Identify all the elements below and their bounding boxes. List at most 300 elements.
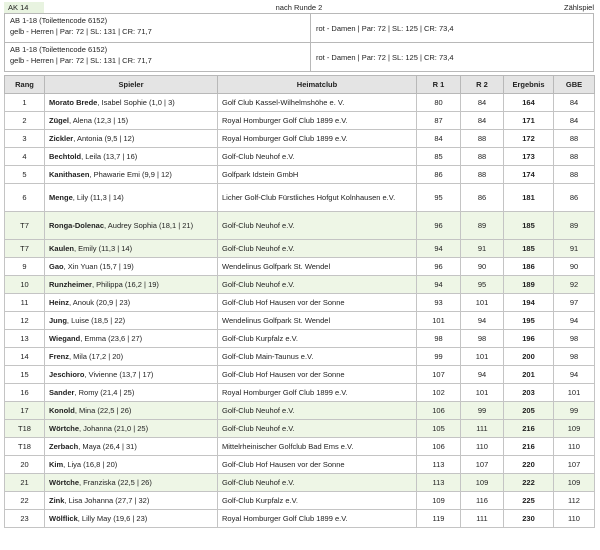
r2-cell (461, 366, 504, 384)
player-cell (45, 456, 218, 474)
player-cell (45, 330, 218, 348)
ergebnis-cell-text: 189 (522, 280, 535, 289)
r1-cell-text: 86 (434, 170, 443, 179)
ergebnis-cell-text: 171 (522, 116, 535, 125)
gbe-cell-text: 94 (569, 370, 579, 379)
club-cell (218, 212, 417, 240)
table-row[interactable] (5, 330, 595, 348)
gbe-cell (554, 166, 595, 184)
ergebnis-cell (504, 130, 554, 148)
gbe-cell-text: 98 (569, 352, 579, 361)
player-lastname: Konold (49, 406, 75, 415)
player-cell (45, 366, 218, 384)
ergebnis-cell-text: 222 (522, 478, 535, 487)
tee-detail: gelb - Herren | Par: 72 | SL: 131 | CR: 71,7 (10, 56, 152, 65)
gbe-cell (554, 294, 595, 312)
r1-cell (417, 438, 461, 456)
club-cell-text: Royal Homburger Golf Club 1899 e.V. (222, 514, 348, 523)
player-details: , Antonia (9,5 | 12) (73, 134, 135, 143)
col-ergebnis[interactable]: Ergebnis (504, 76, 554, 94)
player-details: , Emily (11,3 | 14) (74, 244, 133, 253)
r2-cell (461, 294, 504, 312)
rang-cell-text: T18 (18, 424, 31, 433)
ergebnis-cell (504, 438, 554, 456)
r2-cell-text: 84 (477, 116, 487, 125)
rang-cell (5, 312, 45, 330)
club-cell (218, 294, 417, 312)
rang-cell-text: 1 (22, 98, 27, 107)
r1-cell (417, 420, 461, 438)
ergebnis-cell-text: 173 (522, 152, 535, 161)
ergebnis-cell (504, 348, 554, 366)
r1-cell-text: 80 (434, 98, 443, 107)
club-cell-text: Royal Homburger Golf Club 1899 e.V. (222, 134, 348, 143)
r2-cell-text: 101 (475, 388, 489, 397)
r1-cell-text: 96 (434, 262, 443, 271)
gbe-cell-text: 88 (569, 134, 579, 143)
r1-cell (417, 240, 461, 258)
tee-info-right: rot - Damen | Par: 72 | SL: 125 | CR: 73,4 (311, 14, 594, 43)
club-cell (218, 148, 417, 166)
rang-cell (5, 348, 45, 366)
club-cell-text: Golf Club Kassel-Wilhelmshöhe e. V. (222, 98, 345, 107)
r1-cell (417, 276, 461, 294)
r1-cell (417, 492, 461, 510)
rang-cell-text: T7 (20, 221, 29, 230)
gbe-cell-text: 90 (569, 262, 579, 271)
r1-cell (417, 348, 461, 366)
club-cell-text: Licher Golf-Club Fürstliches Hofgut Kolnhausen e.V. (222, 193, 396, 202)
r2-cell-text: 95 (477, 280, 487, 289)
ergebnis-cell (504, 240, 554, 258)
r2-cell-text: 116 (476, 496, 488, 505)
rang-cell-text: 22 (20, 496, 29, 505)
player-details: , Lisa Johanna (27,7 | 32) (64, 496, 150, 505)
rang-cell (5, 212, 45, 240)
table-row[interactable] (5, 366, 595, 384)
r1-cell-text: 106 (432, 406, 445, 415)
player-lastname: Runzheimer (49, 280, 92, 289)
rang-cell-text: 16 (20, 388, 29, 397)
player-cell (45, 420, 218, 438)
player-lastname: Heinz (49, 298, 70, 307)
club-cell-text: Golf-Club Hof Hausen vor der Sonne (222, 460, 345, 469)
r2-cell-text: 88 (477, 134, 487, 143)
tee-title: AB 1-18 (Toilettencode 6152) (10, 16, 108, 25)
table-row[interactable] (5, 384, 595, 402)
table-row[interactable] (5, 184, 595, 212)
r1-cell-text: 95 (434, 193, 443, 202)
gbe-cell-text: 94 (569, 316, 579, 325)
r2-cell (461, 184, 504, 212)
gbe-cell (554, 456, 595, 474)
club-cell (218, 276, 417, 294)
ergebnis-cell (504, 402, 554, 420)
club-cell (218, 166, 417, 184)
round-label: nach Runde 2 (275, 3, 323, 12)
r2-cell-text: 101 (475, 298, 489, 307)
table-row[interactable] (5, 294, 595, 312)
gbe-cell-text: 91 (569, 244, 579, 253)
r1-cell-text: 87 (434, 116, 443, 125)
table-row[interactable] (5, 492, 595, 510)
rang-cell (5, 240, 45, 258)
tee-detail: gelb - Herren | Par: 72 | SL: 131 | CR: 71,7 (10, 27, 152, 36)
r2-cell-text: 91 (477, 244, 487, 253)
r1-cell (417, 366, 461, 384)
table-row[interactable] (5, 402, 595, 420)
r2-cell (461, 240, 504, 258)
player-details: , Liya (16,8 | 20) (63, 460, 118, 469)
gbe-cell (554, 348, 595, 366)
ergebnis-cell-text: 216 (522, 424, 535, 433)
player-cell (45, 94, 218, 112)
r1-cell (417, 148, 461, 166)
r1-cell-text: 119 (432, 514, 445, 523)
r2-cell (461, 456, 504, 474)
rang-cell-text: 5 (22, 170, 27, 179)
r1-cell-text: 93 (434, 298, 443, 307)
player-details: , Romy (21,4 | 25) (74, 388, 135, 397)
rang-cell-text: 17 (20, 406, 29, 415)
gbe-cell (554, 438, 595, 456)
player-cell (45, 402, 218, 420)
rang-cell-text: 10 (20, 280, 29, 289)
r1-cell (417, 112, 461, 130)
club-cell-text: Golf-Club Kurpfalz e.V. (222, 334, 299, 343)
r2-cell (461, 384, 504, 402)
player-details: , Leila (13,7 | 16) (81, 152, 138, 161)
rang-cell (5, 492, 45, 510)
r1-cell-text: 107 (432, 370, 445, 379)
gbe-cell-text: 101 (567, 388, 581, 397)
ergebnis-cell (504, 420, 554, 438)
club-cell (218, 312, 417, 330)
r2-cell (461, 492, 504, 510)
club-cell (218, 456, 417, 474)
ergebnis-cell (504, 184, 554, 212)
gbe-cell (554, 474, 595, 492)
player-details: , Xin Yuan (15,7 | 19) (63, 262, 134, 271)
table-row[interactable] (5, 94, 595, 112)
table-row[interactable] (5, 276, 595, 294)
table-row[interactable] (5, 474, 595, 492)
club-cell (218, 474, 417, 492)
r2-cell (461, 212, 504, 240)
table-row[interactable] (5, 258, 595, 276)
rang-cell (5, 402, 45, 420)
player-cell (45, 112, 218, 130)
col-gbe[interactable]: GBE (554, 76, 595, 94)
r2-cell-text: 111 (476, 514, 488, 523)
rang-cell (5, 456, 45, 474)
r2-cell (461, 510, 504, 528)
player-lastname: Jeschiorо (49, 370, 85, 379)
r1-cell-text: 99 (434, 352, 443, 361)
player-lastname: Ronga-Dolenac (49, 221, 105, 230)
tee-info-right: rot - Damen | Par: 72 | SL: 125 | CR: 73,4 (311, 43, 594, 72)
rang-cell-text: 20 (20, 460, 29, 469)
gbe-cell (554, 148, 595, 166)
rang-cell (5, 258, 45, 276)
gbe-cell-text: 88 (569, 152, 579, 161)
ergebnis-cell-text: 230 (522, 514, 535, 523)
r2-cell-text: 98 (477, 334, 487, 343)
club-cell-text: Golf-Club Neuhof e.V. (222, 280, 295, 289)
player-details: , Phawarie Emi (9,9 | 12) (89, 170, 172, 179)
tee-info-left (5, 14, 311, 43)
player-cell (45, 492, 218, 510)
r2-cell-text: 110 (476, 442, 488, 451)
ergebnis-cell-text: 205 (522, 406, 535, 415)
table-row[interactable] (5, 438, 595, 456)
gbe-cell (554, 240, 595, 258)
player-lastname: Bechtold (49, 152, 82, 161)
r1-cell-text: 113 (432, 478, 445, 487)
rang-cell (5, 276, 45, 294)
ergebnis-cell (504, 112, 554, 130)
gbe-cell-text: 110 (568, 442, 580, 451)
rang-cell (5, 148, 45, 166)
table-header-row (5, 76, 595, 94)
club-cell-text: Wendelinus Golfpark St. Wendel (222, 262, 331, 271)
player-lastname: Wiegand (49, 334, 81, 343)
gbe-cell-text: 86 (569, 193, 579, 202)
ergebnis-cell (504, 212, 554, 240)
ergebnis-cell (504, 384, 554, 402)
r2-cell-text: 101 (475, 352, 489, 361)
gbe-cell (554, 184, 595, 212)
club-cell-text: Golf-Club Hof Hausen vor der Sonne (222, 370, 345, 379)
col-r1[interactable]: R 1 (417, 76, 461, 94)
ergebnis-cell (504, 148, 554, 166)
player-lastname: Zügel (49, 116, 69, 125)
player-lastname: Kim (49, 460, 64, 469)
r2-cell (461, 276, 504, 294)
ergebnis-cell (504, 294, 554, 312)
table-row[interactable] (5, 148, 595, 166)
ergebnis-cell-text: 203 (522, 388, 535, 397)
ergebnis-cell (504, 456, 554, 474)
rang-cell (5, 366, 45, 384)
club-cell (218, 402, 417, 420)
club-cell-text: Golf-Club Neuhof e.V. (222, 152, 295, 161)
player-lastname: Wörtche (49, 424, 79, 433)
col-rang[interactable]: Rang (5, 76, 45, 94)
col-r2[interactable]: R 2 (461, 76, 504, 94)
club-cell-text: Golfpark Idstein GmbH (222, 170, 299, 179)
club-cell-text: Wendelinus Golfpark St. Wendel (222, 316, 331, 325)
ergebnis-cell (504, 312, 554, 330)
gbe-cell (554, 402, 595, 420)
r1-cell (417, 94, 461, 112)
ergebnis-cell (504, 492, 554, 510)
table-row[interactable] (5, 166, 595, 184)
club-cell (218, 420, 417, 438)
rang-cell-text: 13 (20, 334, 29, 343)
club-cell-text: Royal Homburger Golf Club 1899 e.V. (222, 116, 348, 125)
club-cell-text: Golf-Club Kurpfalz e.V. (222, 496, 299, 505)
r1-cell-text: 84 (434, 134, 443, 143)
player-details: , Franziska (22,5 | 26) (79, 478, 152, 487)
table-row[interactable] (5, 312, 595, 330)
table-row[interactable] (5, 240, 595, 258)
player-details: , Maya (26,4 | 31) (78, 442, 137, 451)
r2-cell-text: 89 (477, 221, 487, 230)
rang-cell-text: 2 (22, 116, 27, 125)
club-cell (218, 258, 417, 276)
gbe-cell-text: 109 (567, 424, 581, 433)
table-row[interactable] (5, 112, 595, 130)
r1-cell (417, 258, 461, 276)
player-cell (45, 348, 218, 366)
player-cell (45, 130, 218, 148)
r1-cell-text: 105 (432, 424, 445, 433)
ergebnis-cell-text: 195 (522, 316, 535, 325)
ergebnis-cell (504, 166, 554, 184)
club-cell (218, 348, 417, 366)
ergebnis-cell-text: 172 (522, 134, 535, 143)
rang-cell (5, 94, 45, 112)
col-spieler[interactable]: Spieler (45, 76, 218, 94)
r1-cell (417, 166, 461, 184)
gbe-cell (554, 510, 595, 528)
r1-cell-text: 94 (434, 280, 443, 289)
r2-cell (461, 474, 504, 492)
rang-cell-text: 9 (22, 262, 27, 271)
table-row[interactable] (5, 130, 595, 148)
club-cell (218, 240, 417, 258)
club-cell-text: Golf-Club Neuhof e.V. (222, 424, 295, 433)
r2-cell-text: 107 (475, 460, 489, 469)
player-lastname: Sander (49, 388, 75, 397)
r2-cell (461, 130, 504, 148)
rang-cell (5, 384, 45, 402)
club-cell (218, 330, 417, 348)
r1-cell (417, 510, 461, 528)
gbe-cell (554, 112, 595, 130)
rang-cell-text: 21 (20, 478, 29, 487)
table-row[interactable] (5, 212, 595, 240)
gbe-cell (554, 276, 595, 294)
r2-cell (461, 348, 504, 366)
club-cell-text: Golf-Club Main-Taunus e.V. (222, 352, 314, 361)
gbe-cell-text: 89 (569, 221, 579, 230)
player-details: , Audrey Sophia (18,1 | 21) (104, 221, 194, 230)
gbe-cell-text: 112 (568, 496, 580, 505)
ergebnis-cell-text: 185 (522, 221, 535, 230)
gbe-cell (554, 420, 595, 438)
table-row[interactable] (5, 456, 595, 474)
rang-cell (5, 294, 45, 312)
rang-cell (5, 510, 45, 528)
table-row[interactable] (5, 420, 595, 438)
rang-cell (5, 130, 45, 148)
club-cell-text: Golf-Club Neuhof e.V. (222, 478, 295, 487)
ergebnis-cell (504, 510, 554, 528)
player-lastname: Kanithasen (49, 170, 90, 179)
ergebnis-cell-text: 200 (522, 352, 535, 361)
club-cell-text: Golf-Club Neuhof e.V. (222, 244, 295, 253)
player-lastname: Wörtche (49, 478, 79, 487)
rang-cell (5, 438, 45, 456)
gbe-cell-text: 88 (569, 170, 579, 179)
player-details: , Alena (12,3 | 15) (69, 116, 129, 125)
r2-cell (461, 94, 504, 112)
rang-cell-text: T7 (20, 244, 29, 253)
player-details: , Anouk (20,9 | 23) (69, 298, 131, 307)
r2-cell-text: 94 (477, 316, 487, 325)
player-lastname: Zickler (49, 134, 74, 143)
r1-cell (417, 294, 461, 312)
player-cell (45, 510, 218, 528)
ergebnis-cell-text: 220 (522, 460, 535, 469)
player-lastname: Jung (49, 316, 67, 325)
gbe-cell (554, 384, 595, 402)
r1-cell-text: 106 (432, 442, 445, 451)
tee-info-table (4, 13, 594, 72)
ergebnis-cell-text: 164 (522, 98, 535, 107)
ergebnis-cell-text: 196 (522, 334, 535, 343)
r1-cell (417, 456, 461, 474)
r2-cell-text: 88 (477, 170, 487, 179)
ergebnis-cell (504, 330, 554, 348)
club-cell (218, 438, 417, 456)
club-cell-text: Golf-Club Hof Hausen vor der Sonne (222, 298, 345, 307)
ergebnis-cell-text: 186 (522, 262, 535, 271)
r2-cell (461, 420, 504, 438)
player-cell (45, 240, 218, 258)
r2-cell-text: 86 (477, 193, 487, 202)
player-details: , Johanna (21,0 | 25) (79, 424, 149, 433)
ergebnis-cell-text: 201 (522, 370, 535, 379)
ergebnis-cell (504, 474, 554, 492)
club-cell (218, 366, 417, 384)
rang-cell (5, 330, 45, 348)
rang-cell-text: 4 (22, 152, 27, 161)
rang-cell-text: 6 (22, 193, 27, 202)
rang-cell-text: 15 (20, 370, 29, 379)
r2-cell (461, 258, 504, 276)
r2-cell (461, 330, 504, 348)
table-row[interactable] (5, 348, 595, 366)
tee-title: AB 1-18 (Toilettencode 6152) (10, 45, 108, 54)
r1-cell-text: 94 (434, 244, 443, 253)
player-cell (45, 258, 218, 276)
col-heimatclub[interactable]: Heimatclub (218, 76, 417, 94)
player-details: , Luise (18,5 | 22) (66, 316, 126, 325)
r2-cell-text: 88 (477, 152, 487, 161)
gbe-cell (554, 258, 595, 276)
ergebnis-cell (504, 94, 554, 112)
club-cell-text: Mittelrheinischer Golfclub Bad Ems e.V. (222, 442, 354, 451)
r1-cell-text: 102 (432, 388, 445, 397)
table-row[interactable] (5, 510, 595, 528)
ergebnis-cell-text: 174 (522, 170, 535, 179)
r2-cell (461, 438, 504, 456)
player-cell (45, 166, 218, 184)
player-details: , Vivienne (13,7 | 17) (84, 370, 154, 379)
rang-cell (5, 420, 45, 438)
ergebnis-cell-text: 185 (522, 244, 535, 253)
gbe-cell-text: 97 (569, 298, 579, 307)
player-lastname: Kaulen (49, 244, 75, 253)
player-cell (45, 276, 218, 294)
category-label: AK 14 (4, 2, 44, 14)
r2-cell-text: 99 (477, 406, 487, 415)
r1-cell (417, 474, 461, 492)
club-cell-text: Royal Homburger Golf Club 1899 e.V. (222, 388, 348, 397)
